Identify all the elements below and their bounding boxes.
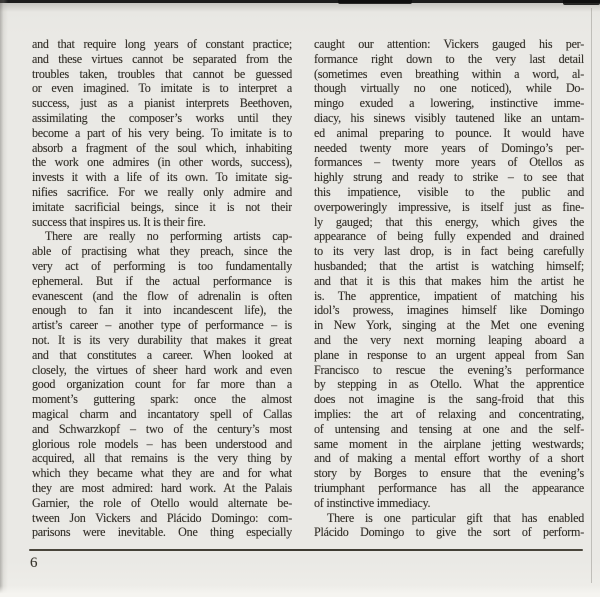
text-line: success, just as a pianist interprets Beethoven, [32,96,292,111]
scan-top-shadow [0,3,600,12]
text-line: formance right down to the very last detail [314,51,584,66]
text-line: success that inspires us. It is their fire. [32,214,206,229]
text-line: ed animal preparing to pounce. It would have [314,125,584,140]
text-line: by stepping in as Otello. What the apprentice [314,377,584,392]
text-line: story by Borges to ensure that the evening’s [314,466,584,481]
text-line: Plácido Domingo to give the sort of perform- [314,525,584,540]
text-line: tween Jon Vickers and Plácido Domingo: com- [32,510,292,525]
text-line: triumphant performance has all the appearance [314,480,584,495]
text-line: diacy, his sinews visibly tautened like an untam- [314,110,584,125]
text-line: plane in response to an urgent appeal from San [314,347,584,362]
text-line: and that it is this that makes him the artist he [314,273,584,288]
text-line: evanescent (and the flow of adrenalin is often [32,288,292,303]
text-line: formances – twenty more years of Otellos as [314,155,584,170]
scan-left-edge-shading [0,0,8,597]
text-line: able of practising what they preach, since the [32,244,292,259]
text-line: artist’s career – another type of performance – is [32,318,292,333]
text-line: magical charm and incantatory spell of Callas [32,406,292,421]
text-line: troubles taken, troubles that cannot be guessed [32,66,292,81]
text-line: appearance of being fully expended and drained [314,229,584,244]
text-line: very act of performing is too fundamentally [32,258,292,273]
text-line: of instinctive immediacy. [314,495,431,510]
page-number: 6 [30,555,38,571]
text-line: and Schwarzkopf – two of the century’s most [32,421,292,436]
text-line: There are really no performing artists cap- [45,229,292,244]
text-line: overpoweringly impressive, is itself just as fine- [314,199,584,214]
text-line: invests it with a life of its own. To imitate sig- [32,170,292,185]
text-line: does not imagine is the sang-froid that this [314,392,584,407]
text-line: glorious role models – has been understood and [32,436,292,451]
text-line: Francisco to rescue the evening’s performance [314,362,584,377]
text-line: acquired, all that remains is the very thing by [32,451,292,466]
text-line: caught our attention: Vickers gauged his per- [314,37,584,51]
text-line: become a part of his very being. To imitate is to [32,125,292,140]
text-line: idol’s prowess, imagines himself like Domingo [314,303,584,318]
text-line: the work one admires (in other words, success), [32,155,292,170]
footer-rule [29,549,583,551]
text-line: husbanded; that the artist is watching himself; [314,258,584,273]
text-line: parisons were inevitable. One thing especially [32,525,292,540]
text-line: There is one particular gift that has enabled [327,510,584,525]
text-line: same moment in the airplane jetting westwards; [314,436,584,451]
text-line: needed twenty more years of Domingo’s per- [314,140,584,155]
text-line: or even imagined. To imitate is to interpret a [32,81,292,96]
text-line: is. The apprentice, impatient of matching his [314,288,584,303]
scan-right-crease [591,8,592,583]
scan-bottom-edge [0,586,600,597]
text-line: implies: the art of relaxing and concentrating, [314,406,584,421]
text-line: moment’s guttering spark: once the almost [32,392,292,407]
text-line: enough to fan it into incandescent life), the [32,303,292,318]
text-line: assimilating the composer’s works until they [32,110,292,125]
text-column-left [32,37,292,540]
text-line: not. It is its very durability that makes it great [32,332,292,347]
text-line: (sometimes even breathing within a word, al- [314,66,584,81]
text-line: which they became what they are and for what [32,466,292,481]
text-line: and these virtues cannot be separated from the [32,51,292,66]
text-line: this impatience, visible to the public and [314,184,584,199]
text-line: mingo exuded a lowering, instinctive imme- [314,96,584,111]
text-line: they are most admired: hard work. At the Palais [32,480,292,495]
text-line: and that constitutes a career. When looked at [32,347,292,362]
text-line: and the very next morning leaping aboard a [314,332,584,347]
text-line: and that require long years of constant practice; [32,37,292,51]
text-line: Garnier, the role of Otello would alternate be- [32,495,292,510]
text-line: of untensing and tensing at one and the self- [314,421,584,436]
text-line: good organization count for far more than a [32,377,292,392]
text-line: though virtually no one noticed), while Do- [314,81,584,96]
text-line: imitate sacrificial beings, since it is not their [32,199,292,214]
text-line: ly gauged; that this energy, which gives the [314,214,584,229]
text-line: highly strung and ready to strike – to see that [314,170,584,185]
text-column-right [314,37,584,540]
text-line: and of making a mental effort worthy of a short [314,451,584,466]
text-line: ephemeral. But if the actual performance is [32,273,292,288]
text-line: in New York, singing at the Met one evening [314,318,584,333]
text-line: to its very last drop, is in fact being carefully [314,244,584,259]
text-line: nifies sacrifice. For we really only admire and [32,184,292,199]
text-line: absorb a fragment of the soul which, inhabiting [32,140,292,155]
text-line: closely, the virtues of sheer hard work and even [32,362,292,377]
